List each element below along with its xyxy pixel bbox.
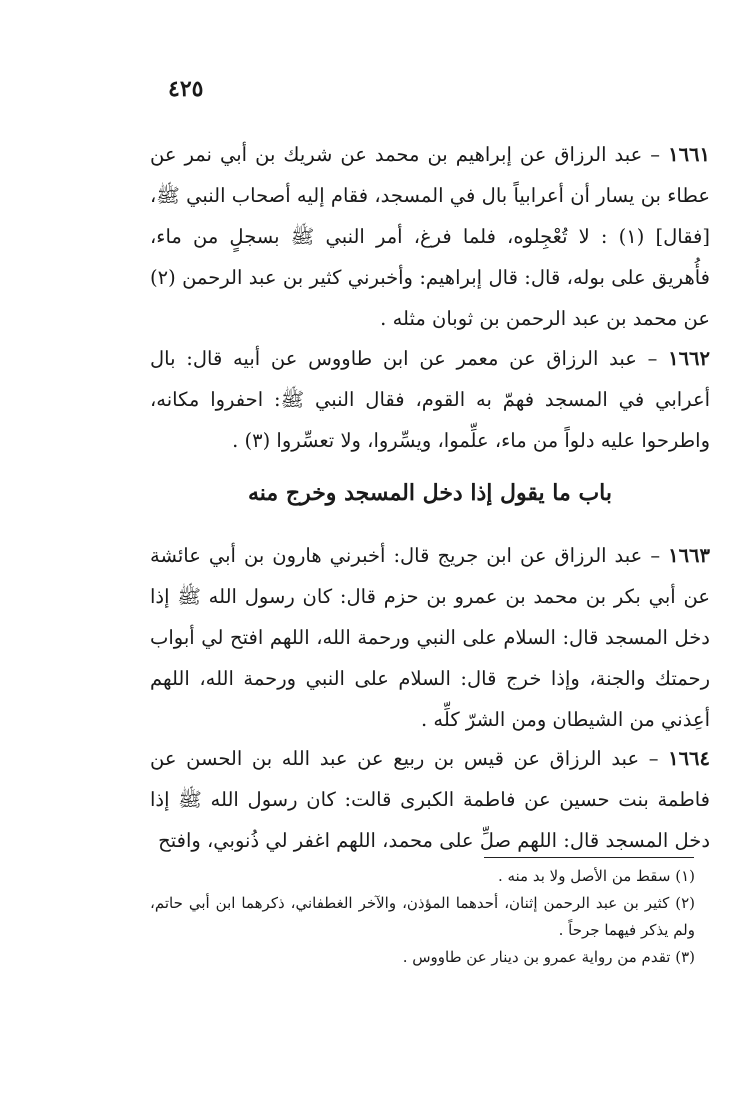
hadith-number: ١٦٦٤ bbox=[668, 747, 711, 770]
hadith-body bbox=[150, 134, 710, 339]
page-number: ٤٢٥ bbox=[168, 76, 204, 102]
footnotes bbox=[150, 863, 695, 971]
hadith-body bbox=[150, 535, 710, 740]
chapter-heading: باب ما يقول إذا دخل المسجد وخرج منه bbox=[247, 480, 612, 506]
hadith-paragraph bbox=[150, 134, 710, 339]
hadith-body bbox=[150, 338, 710, 461]
hadith-number: ١٦٦٣ bbox=[668, 544, 710, 567]
footnote: (٣) تقدم من رواية عمرو بن دينار عن طاووس . bbox=[402, 948, 695, 966]
hadith-number: ١٦٦٢ bbox=[668, 347, 711, 370]
footnote-divider bbox=[484, 857, 694, 858]
hadith-text: – عبد الرزاق عن قيس بن ربيع عن عبد الله بن الحسن عن فاطمة بنت حسين عن فاطمة الكبرى قالت: كان رسول الله ﷺ إذا دخل المسجد قال: اللهم صلِّ على محمد، اللهم اغفر لي ذُنوبي، وافتح bbox=[150, 747, 710, 852]
footnote: (١) سقط من الأصل ولا بد منه . bbox=[497, 867, 695, 885]
footnote: (٢) كثير بن عبد الرحمن إثنان، أحدهما المؤذن، والآخر الغطفاني، ذكرهما ابن أبي حاتم، ولم يذكر فيهما جرحاً . bbox=[150, 894, 695, 939]
hadith-paragraph bbox=[150, 535, 710, 740]
hadith-body bbox=[150, 738, 710, 861]
hadith-paragraph bbox=[150, 338, 710, 461]
hadith-paragraph bbox=[150, 738, 710, 861]
hadith-text: – عبد الرزاق عن معمر عن ابن طاووس عن أبيه قال: بال أعرابي في المسجد فهمّ به القوم، فقال النبي ﷺ: احفروا مكانه، واطرحوا عليه دلواً من ماء، علِّموا، ويسِّروا، ولا تعسِّروا (٣) . bbox=[150, 347, 710, 452]
hadith-text: – عبد الرزاق عن إبراهيم بن محمد عن شريك بن أبي نمر عن عطاء بن يسار أن أعرابياً بال في المسجد، فقام إليه أصحاب النبي ﷺ، [فقال] (١) : لا تُعْجِلوه، فلما فرغ، أمر النبي ﷺ بسجلٍ من ماء، فأُهريق على بوله، قال: قال إبراهيم: وأخبرني كثير بن عبد الرحمن (٢) عن محمد بن عبد الرحمن بن ثوبان مثله . bbox=[150, 143, 710, 330]
hadith-number: ١٦٦١ bbox=[668, 143, 710, 166]
hadith-text: – عبد الرزاق عن ابن جريج قال: أخبرني هارون بن أبي عائشة عن أبي بكر بن محمد بن عمرو بن حزم قال: كان رسول الله ﷺ إذا دخل المسجد قال: السلام على النبي ورحمة الله، اللهم افتح لي أبواب رحمتك والجنة، وإذا خرج قال: السلام على النبي ورحمة الله، اللهم أعِذني من الشيطان ومن الشرّ كلِّه . bbox=[150, 544, 710, 731]
